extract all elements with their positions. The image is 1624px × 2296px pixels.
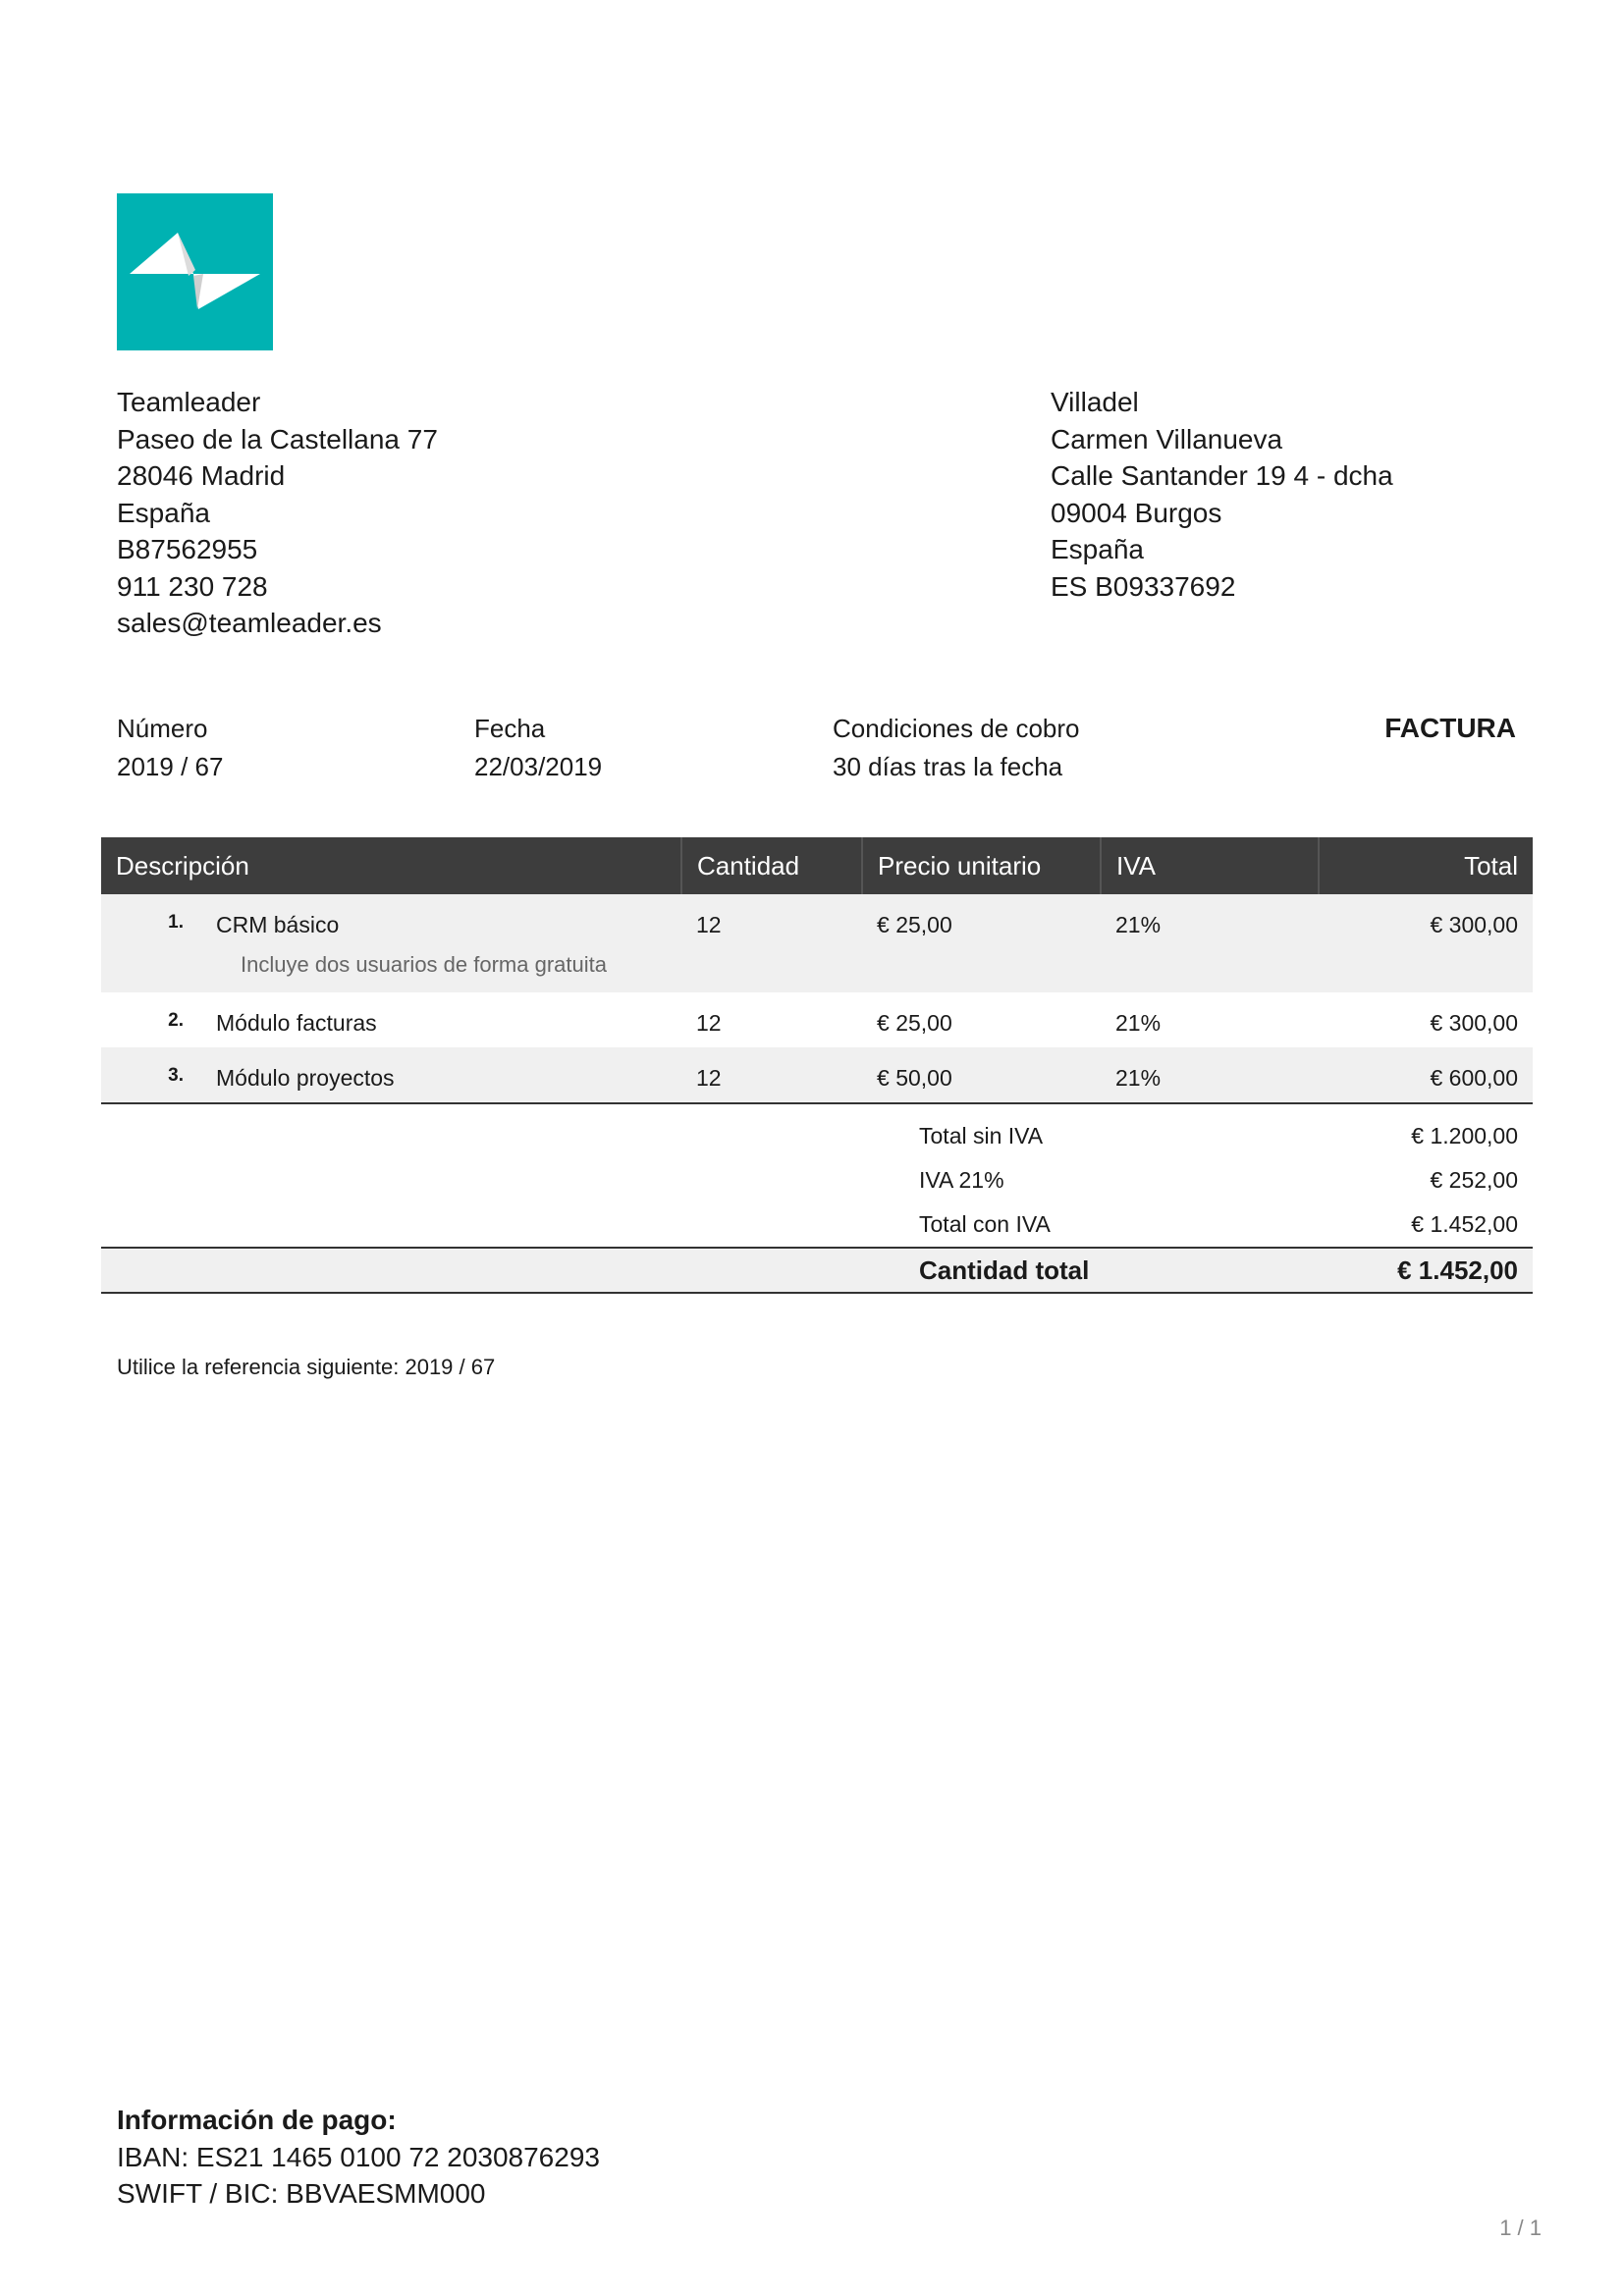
table-row [101,1047,1533,1103]
row-vat: 21% [1115,1010,1162,1036]
payment-iban: IBAN: ES21 1465 0100 72 2030876293 [117,2141,600,2172]
sender-tax-id: B87562955 [117,534,258,564]
page-number: 1 / 1 [1499,2216,1542,2240]
document-type: FACTURA [1384,713,1516,743]
row-number: 1. [101,894,184,992]
total-with-vat-row [101,1202,1533,1248]
client-tax-id: ES B09337692 [1051,570,1236,602]
row-number: 2. [168,1010,184,1031]
client-company: Villadel [1051,387,1139,417]
payment-terms: 30 días tras la fecha [833,752,1063,781]
row-description-text: CRM básico [216,912,340,937]
grand-total-label: Cantidad total [862,1248,1319,1293]
header-description: Descripción [101,837,681,894]
sender-address [117,384,438,642]
payment-title: Información de pago: [117,2105,397,2135]
sender-city: 28046 Madrid [117,460,286,491]
subtotal-value: € 1.200,00 [1411,1123,1519,1148]
sender-country: España [117,497,210,528]
grand-total-row [101,1248,1533,1293]
sender-street: Paseo de la Castellana 77 [117,423,438,454]
terms-label: Condiciones de cobro [833,714,1080,743]
grand-total-value: € 1.452,00 [1319,1248,1533,1293]
company-logo [117,193,273,350]
total-with-vat-label: Total con IVA [919,1211,1051,1237]
row-unit-price: € 25,00 [862,894,1101,992]
row-description: Módulo facturas [216,1010,377,1036]
header-vat: IVA [1101,837,1319,894]
number-label: Número [117,714,208,743]
invoice-date: 22/03/2019 [474,752,603,781]
client-city: 09004 Burgos [1051,497,1222,528]
vat-row [101,1158,1533,1202]
row-unit-price: € 25,00 [877,1010,952,1036]
vat-value: € 252,00 [1430,1167,1519,1193]
row-quantity: 12 [696,1010,722,1036]
sender-company: Teamleader [117,387,261,417]
sender-email: sales@teamleader.es [117,608,382,638]
row-quantity: 12 [681,1047,862,1103]
row-total: € 600,00 [1319,1047,1533,1103]
client-street: Calle Santander 19 4 - dcha [1051,460,1393,491]
date-label: Fecha [474,714,546,743]
client-contact: Carmen Villanueva [1051,423,1283,454]
logo-icon [117,193,273,350]
client-country: España [1051,534,1144,564]
sender-phone: 911 230 728 [117,570,268,602]
vat-label: IVA 21% [919,1167,1004,1193]
client-address [1051,384,1393,605]
row-vat: 21% [1101,1047,1319,1103]
row-total: € 300,00 [1430,1010,1519,1036]
header-total: Total [1319,837,1533,894]
items-table [101,837,1533,1294]
row-unit-price: € 50,00 [862,1047,1101,1103]
payment-swift: SWIFT / BIC: BBVAESMM000 [117,2178,486,2209]
header-unit-price: Precio unitario [862,837,1101,894]
subtotal-row [101,1103,1533,1158]
row-quantity: 12 [681,894,862,992]
invoice-number: 2019 / 67 [117,752,224,781]
row-number: 3. [101,1047,184,1103]
payment-info [117,2102,600,2213]
row-vat: 21% [1101,894,1319,992]
row-description [184,894,681,992]
table-header [101,837,1533,894]
subtotal-label: Total sin IVA [919,1123,1044,1148]
row-description: Módulo proyectos [184,1047,681,1103]
table-row [101,894,1533,992]
row-total: € 300,00 [1319,894,1533,992]
header-quantity: Cantidad [681,837,862,894]
total-with-vat-value: € 1.452,00 [1411,1211,1519,1237]
table-row [101,992,1533,1047]
row-note: Incluye dos usuarios de forma gratuita [241,952,607,977]
payment-reference: Utilice la referencia siguiente: 2019 / 67 [117,1355,496,1379]
